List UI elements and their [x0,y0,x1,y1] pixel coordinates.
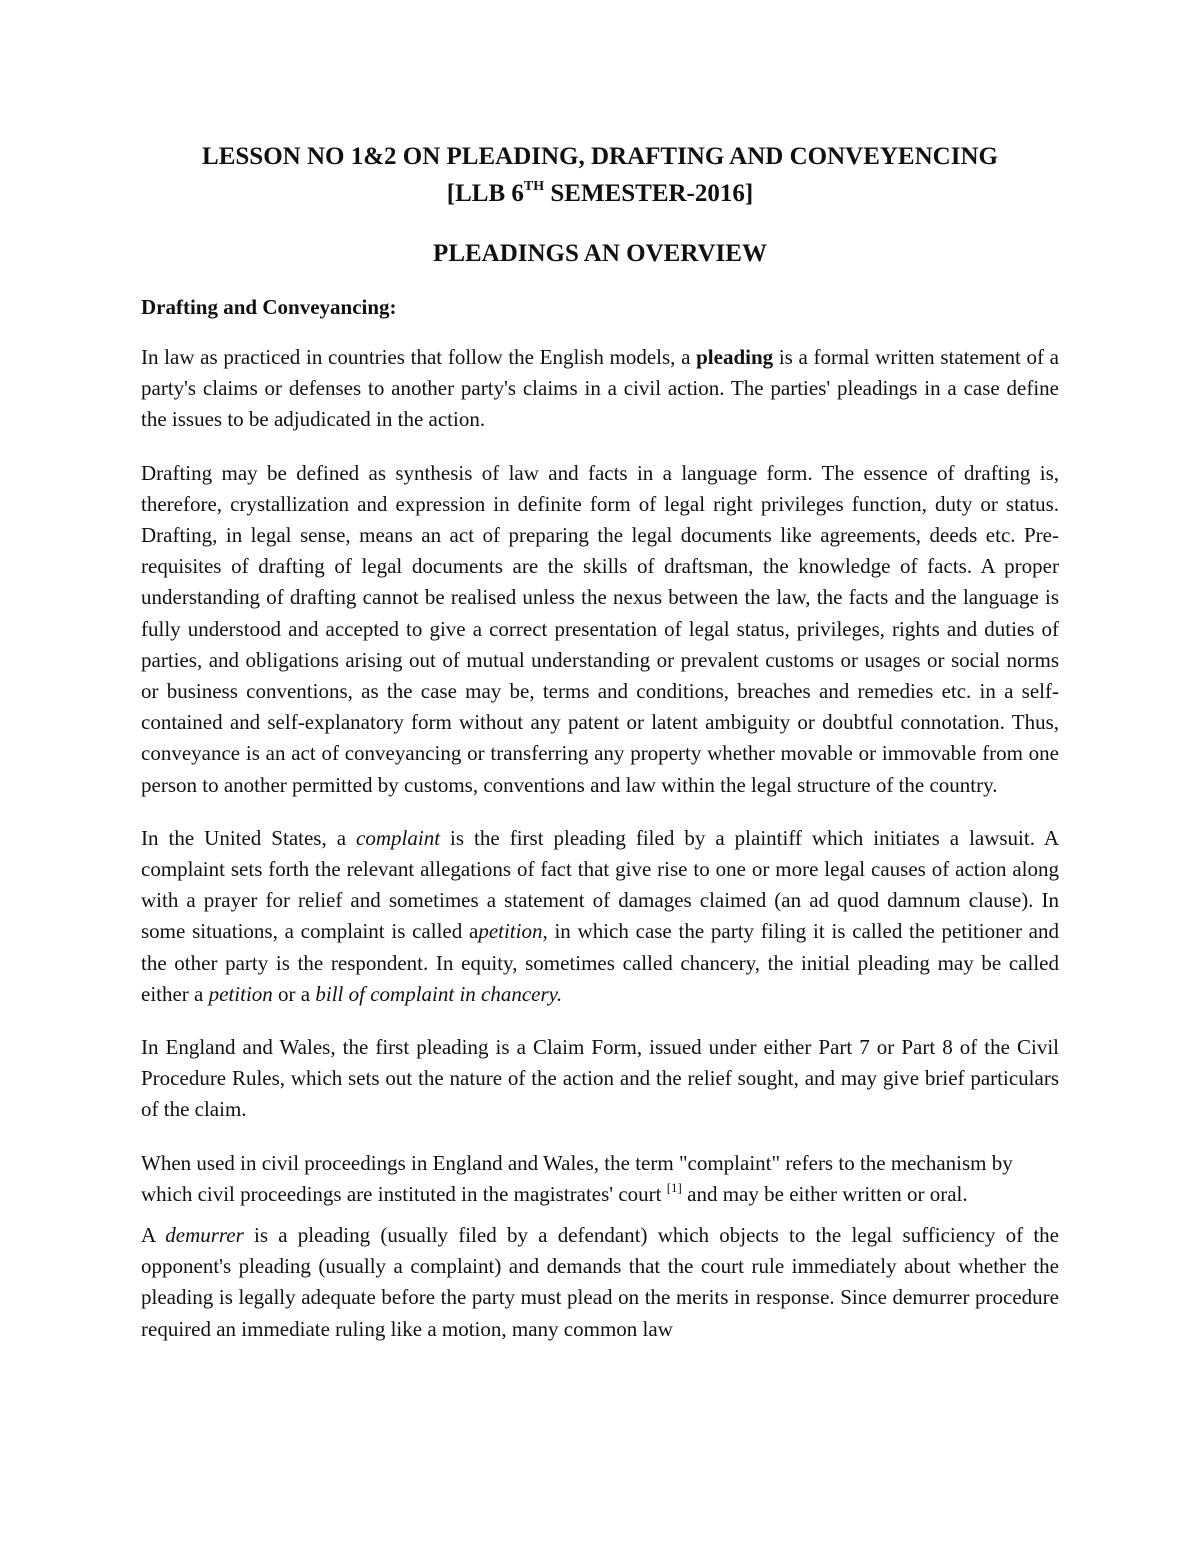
document-body [141,138,1059,1345]
section-heading: Drafting and Conveyancing: [141,295,397,319]
paragraph-3-text-a: In the United States, a [141,825,357,850]
paragraph-6-text-c: is a pleading (usually filed by a defendant) which objects to the legal sufficiency of the opponent's pleading (usually a complaint) and demands that the court rule immediately about whether the pleading is legally adequate before the party must plead on the merits in response. Since demurrer procedure required an immediate ruling like a motion, many common law [141,1223,1060,1341]
document-title [141,138,1059,212]
paragraph-england-wales: In England and Wales, the first pleading is a Claim Form, issued under either Part 7 or Part 8 of the Civil Procedure Rules, which sets out the nature of the action and the relief sought, and may give brief particulars of the claim. [141,1035,1059,1122]
paragraph-demurrer [141,1220,1059,1345]
paragraph-5-text-a: When used in civil proceedings in England and Wales, the term "complaint" refers to the mechanism by which civil proceedings are instituted in the magistrates' court [141,1150,1013,1206]
title-line-2-superscript: TH [523,178,545,194]
paragraph-1-bold-term: pleading [696,345,774,369]
footnote-reference[interactable]: [1] [666,1179,682,1195]
paragraph-3-text-g: or a [272,981,316,1006]
paragraph-3-italic-petition-2: petition [208,981,273,1006]
paragraph-5-text-b: and may be either written or oral. [681,1181,968,1206]
paragraph-3-italic-bill: bill of complaint in chancery. [315,981,563,1006]
paragraph-6-text-a: A [141,1223,166,1248]
paragraph-pleading-definition [141,342,1059,436]
paragraph-1-text-c: is a formal written statement of a party's claims or defenses to another party's claims in a civil action. The parties' pleadings in a case define the issues to be adjudicated in the action. [141,345,1060,432]
paragraph-1-text-a: In law as practiced in countries that follow the English models, a [141,345,697,369]
paragraph-3-text-e: , in which case the party filing it is called the petitioner and the other party is the respondent. In equity, sometimes called chancery, the initial pleading may be called either a [141,919,1059,1006]
paragraph-drafting-definition: Drafting may be defined as synthesis of law and facts in a language form. The essence of drafting is, therefore, crystallization and expression in definite form of legal right privileges function, duty or status. Drafting, in legal sense, means an act of preparing the legal documents like agreements, deeds etc. Pre-requisites of drafting of legal documents are the skills of draftsman, the knowledge of facts. A proper understanding of drafting cannot be realised unless the nexus between the law, the facts and the language is fully understood and accepted to give a correct presentation of legal status, privileges, rights and duties of parties, and obligations arising out of mutual understanding or prevalent customs or usages or social norms or business conventions, as the case may be, terms and conditions, breaches and remedies etc. in a self-contained and self-explanatory form without any patent or latent ambiguity or doubtful connotation. Thus, conveyance is an act of conveyancing or transferring any property whether movable or immovable from one person to another permitted by customs, conventions and law within the legal structure of the country. [141,460,1059,797]
title-line-2-suffix: SEMESTER-2016] [544,180,754,207]
paragraph-6-italic-demurrer: demurrer [165,1223,244,1248]
paragraph-3-italic-petition: petition [478,919,543,944]
paragraph-united-states [141,823,1059,1010]
title-line-2-prefix: [LLB 6 [446,180,524,207]
paragraph-3-text-c: is the first pleading filed by a plaintiff which initiates a lawsuit. A complaint sets forth the relevant allegations of fact that give rise to one or more legal causes of action along with a prayer for relief and sometimes a statement of damages claimed (an ad quod damnum clause). In some situations, a complaint is called a [141,825,1059,944]
document-subtitle: PLEADINGS AN OVERVIEW [433,240,767,267]
title-line-1: LESSON NO 1&2 ON PLEADING, DRAFTING AND CONVEYENCING [202,143,998,170]
paragraph-3-italic-complaint: complaint [356,825,441,850]
paragraph-complaint-magistrates [141,1148,1059,1210]
